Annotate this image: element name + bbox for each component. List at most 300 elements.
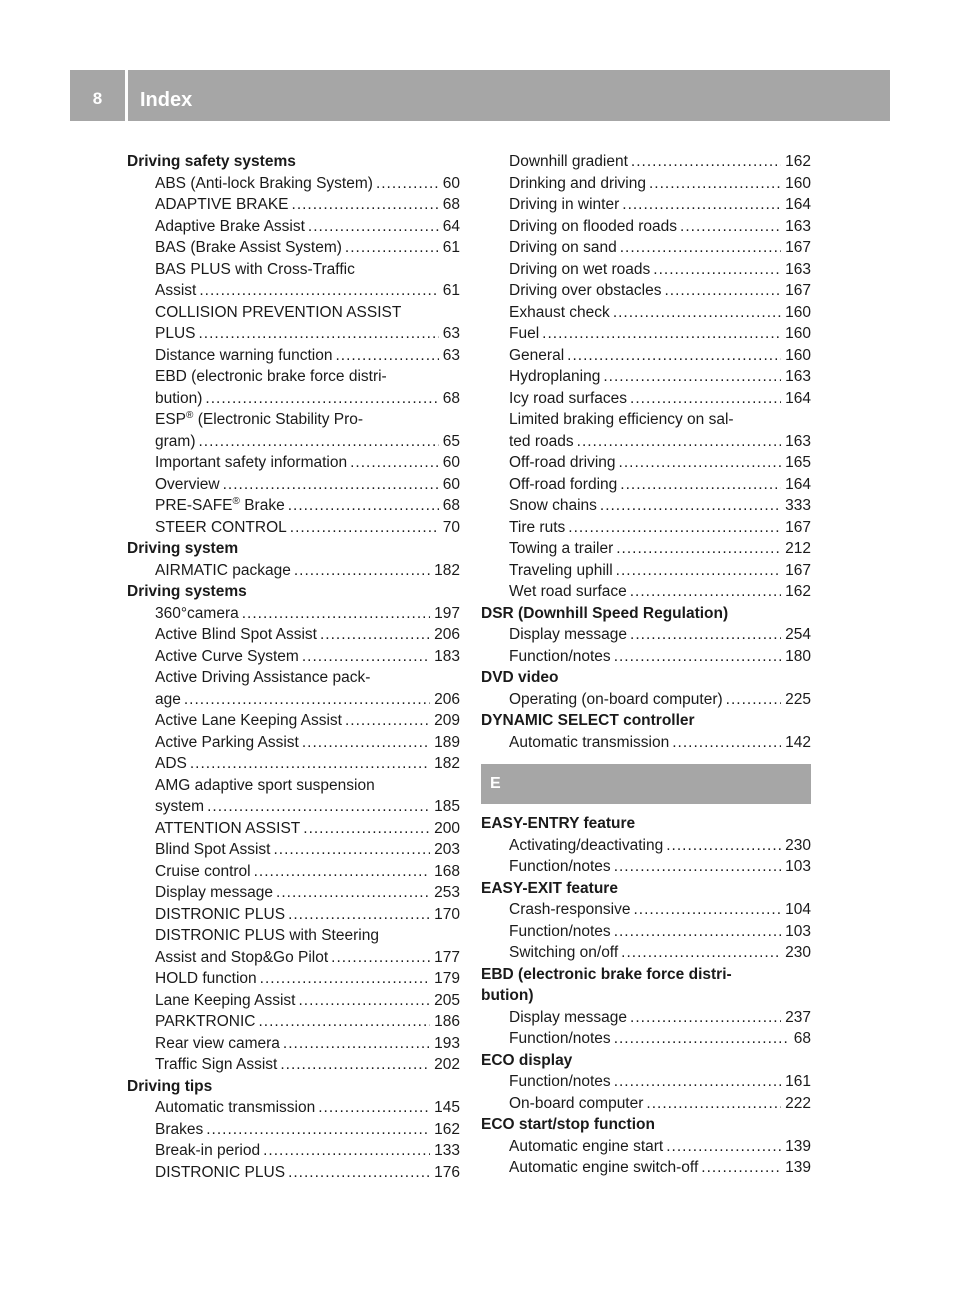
- dot-leader: [290, 517, 439, 539]
- index-entry-line: [155, 732, 460, 754]
- index-entry-label: Adaptive Brake Assist: [155, 217, 305, 235]
- dot-leader: [350, 452, 439, 474]
- index-entry[interactable]: [127, 345, 460, 367]
- index-entry[interactable]: [127, 1140, 460, 1162]
- index-entry-line: [509, 581, 811, 603]
- index-entry-line: [509, 366, 811, 388]
- index-entry-line: [155, 1097, 460, 1119]
- index-entry[interactable]: [481, 899, 811, 921]
- index-entry-label: Driving on wet roads: [509, 260, 651, 278]
- index-entry-line: [509, 1157, 811, 1179]
- index-entry-label: Display message: [509, 1008, 628, 1026]
- index-entry[interactable]: [481, 835, 811, 857]
- page-ref: 104: [785, 901, 811, 918]
- index-entry-label: Traffic Sign Assist: [155, 1056, 278, 1073]
- dot-leader: [616, 560, 781, 582]
- index-entry-line: [509, 646, 811, 668]
- index-entry[interactable]: [481, 452, 811, 474]
- index-entry-label: ted roads: [509, 432, 574, 450]
- index-entry-label: PLUS: [155, 325, 196, 342]
- index-entry[interactable]: [127, 968, 460, 990]
- index-entry-wrap-line: COLLISION PREVENTION ASSIST: [155, 303, 402, 321]
- index-entry-label: AIRMATIC package: [155, 561, 291, 579]
- page-ref: 209: [434, 712, 460, 729]
- index-entry-line: [509, 495, 811, 517]
- dot-leader: [205, 388, 438, 410]
- index-entry[interactable]: [481, 388, 811, 410]
- page-ref: 206: [434, 690, 460, 708]
- page-ref: 65: [442, 432, 460, 450]
- dot-leader: [302, 732, 430, 754]
- index-entry-line: [155, 1119, 460, 1141]
- index-entry[interactable]: [127, 882, 460, 904]
- header-bar: [70, 70, 890, 121]
- index-entry[interactable]: [481, 1007, 811, 1029]
- page-ref: 193: [434, 1034, 460, 1052]
- index-entry[interactable]: [127, 990, 460, 1012]
- index-entry-label: Traveling uphill: [509, 561, 613, 579]
- dot-leader: [303, 818, 430, 840]
- section-letter-bar: E: [481, 764, 811, 804]
- dot-leader: [308, 216, 439, 238]
- index-entry-label: Lane Keeping Assist: [155, 991, 296, 1009]
- index-entry-label: DISTRONIC PLUS: [155, 1163, 286, 1181]
- dot-leader: [292, 194, 439, 216]
- page-ref: 64: [442, 217, 460, 235]
- page-ref: 133: [434, 1142, 460, 1159]
- index-entry-line: [155, 882, 460, 904]
- index-entry-label: HOLD function: [155, 970, 257, 987]
- page-ref: 162: [434, 1120, 460, 1138]
- index-entry-line: [509, 216, 811, 238]
- index-entry-label: General: [509, 346, 565, 364]
- page-ref: 161: [785, 1073, 811, 1090]
- index-entry[interactable]: [127, 1054, 460, 1076]
- index-entry-line: [509, 259, 811, 281]
- index-entry-line: [509, 173, 811, 195]
- index-entry-line: [509, 237, 811, 259]
- index-heading: Driving tips: [127, 1077, 213, 1095]
- dot-leader: [614, 856, 781, 878]
- index-entry-label: gram): [155, 432, 196, 450]
- index-entry-line: [155, 474, 460, 496]
- index-entry[interactable]: [127, 495, 460, 517]
- index-entry[interactable]: [127, 302, 460, 345]
- index-entry-label: Driving in winter: [509, 196, 620, 213]
- dot-leader: [298, 990, 430, 1012]
- page-ref: 145: [434, 1099, 460, 1116]
- index-entry-line: [155, 517, 460, 539]
- index-entry-line: [155, 173, 460, 195]
- dot-leader: [567, 345, 781, 367]
- index-entry[interactable]: [127, 775, 460, 818]
- page-ref: 68: [793, 1030, 811, 1047]
- dot-leader: [276, 882, 430, 904]
- index-entry[interactable]: [481, 1028, 811, 1050]
- dot-leader: [184, 689, 430, 711]
- index-entry[interactable]: [481, 194, 811, 216]
- dot-leader: [621, 942, 781, 964]
- index-entry[interactable]: [127, 173, 460, 195]
- page-ref: 183: [434, 647, 460, 665]
- page-ref: 68: [442, 497, 460, 514]
- dot-leader: [254, 861, 431, 883]
- index-entry-label: Function/notes: [509, 1030, 611, 1047]
- index-entry[interactable]: [127, 646, 460, 668]
- page-ref: 333: [785, 497, 811, 514]
- page-ref: 160: [785, 325, 811, 342]
- index-entry[interactable]: [127, 517, 460, 539]
- page-ref: 200: [434, 819, 460, 837]
- index-entry[interactable]: [127, 1119, 460, 1141]
- index-entry-line: [509, 280, 811, 302]
- index-entry[interactable]: [127, 904, 460, 926]
- dot-leader: [207, 796, 430, 818]
- index-entry-line: [155, 1011, 460, 1033]
- page-ref: 167: [785, 518, 811, 536]
- dot-leader: [345, 237, 439, 259]
- index-entry-wrap-line: AMG adaptive sport suspension: [155, 776, 375, 794]
- dot-leader: [242, 603, 430, 625]
- index-entry[interactable]: [127, 216, 460, 238]
- index-entry[interactable]: [127, 710, 460, 732]
- index-heading: Driving systems: [127, 583, 247, 600]
- index-entry-wrap-line: EBD (electronic brake force distri-: [155, 368, 387, 385]
- index-entry-line: [509, 921, 811, 943]
- index-entry[interactable]: [127, 667, 460, 710]
- index-entry-label: Cruise control: [155, 862, 251, 880]
- index-entry-label: Blind Spot Assist: [155, 841, 271, 858]
- index-entry-wrap-line: DISTRONIC PLUS with Steering: [155, 927, 379, 944]
- index-entry-label: Function/notes: [509, 1073, 611, 1090]
- dot-leader: [614, 1071, 781, 1093]
- index-entry-line: [155, 237, 460, 259]
- index-entry-line: [509, 452, 811, 474]
- index-entry-line: [155, 646, 460, 668]
- page-ref: 176: [434, 1163, 460, 1181]
- index-entry[interactable]: [127, 861, 460, 883]
- index-entry-label: Brakes: [155, 1120, 204, 1138]
- dot-leader: [726, 689, 781, 711]
- index-entry-line: [155, 280, 460, 302]
- index-entry-label: Break-in period: [155, 1142, 261, 1159]
- index-entry[interactable]: [127, 1162, 460, 1184]
- index-entry[interactable]: [481, 1136, 811, 1158]
- index-entry[interactable]: [481, 624, 811, 646]
- index-heading: DSR (Downhill Speed Regulation): [481, 604, 729, 622]
- index-entry-line: [509, 1093, 811, 1115]
- dot-leader: [630, 388, 781, 410]
- index-entry-line: [509, 942, 811, 964]
- index-entry[interactable]: [127, 603, 460, 625]
- index-entry-line: [509, 194, 811, 216]
- page-ref: 163: [785, 260, 811, 278]
- index-entry-label: Driving over obstacles: [509, 282, 662, 299]
- page-ref: 254: [785, 626, 811, 643]
- index-entry-label: Active Lane Keeping Assist: [155, 712, 342, 729]
- index-entry-line: [509, 345, 811, 367]
- index-entry[interactable]: [127, 732, 460, 754]
- index-entry-label: Off-road fording: [509, 475, 618, 493]
- page-ref: 167: [785, 282, 811, 299]
- index-heading: bution): [481, 987, 534, 1004]
- dot-leader: [630, 1007, 781, 1029]
- index-entry[interactable]: [127, 624, 460, 646]
- index-entry-line: [509, 1136, 811, 1158]
- page-ref: 225: [785, 690, 811, 708]
- index-entry-line: [509, 899, 811, 921]
- index-entry-label: Automatic engine switch-off: [509, 1159, 699, 1176]
- page-ref: 63: [442, 325, 460, 342]
- index-entry-line: [509, 560, 811, 582]
- index-entry-wrap-line: Limited braking efficiency on sal-: [509, 411, 734, 428]
- index-entry-label: Wet road surface: [509, 583, 627, 600]
- page-ref: 60: [442, 475, 460, 493]
- index-entry[interactable]: [481, 1071, 811, 1093]
- index-entry[interactable]: [481, 216, 811, 238]
- dot-leader: [630, 624, 781, 646]
- index-entry[interactable]: [481, 856, 811, 878]
- index-entry[interactable]: [127, 1097, 460, 1119]
- dot-leader: [280, 1054, 430, 1076]
- dot-leader: [600, 495, 781, 517]
- page-ref: 253: [434, 884, 460, 901]
- index-heading: ECO display: [481, 1051, 573, 1069]
- dot-leader: [666, 835, 781, 857]
- index-column-left: [127, 151, 460, 1183]
- page-ref: 162: [785, 153, 811, 170]
- index-entry-line: [155, 345, 460, 367]
- index-entry-line: [155, 431, 460, 453]
- dot-leader: [619, 452, 782, 474]
- dot-leader: [283, 1033, 430, 1055]
- index-entry[interactable]: [127, 474, 460, 496]
- index-entry-line: [155, 968, 460, 990]
- index-entry-line: [155, 689, 460, 711]
- index-entry-line: [155, 1033, 460, 1055]
- dot-leader: [320, 624, 430, 646]
- index-entry-label: Switching on/off: [509, 944, 619, 961]
- index-entry[interactable]: [481, 409, 811, 452]
- index-entry-label: Exhaust check: [509, 303, 610, 321]
- index-entry-label: BAS (Brake Assist System): [155, 239, 342, 256]
- index-entry-label: 360°camera: [155, 604, 239, 622]
- page-ref: 103: [785, 858, 811, 875]
- index-entry-line: [155, 904, 460, 926]
- index-entry-label: Automatic transmission: [509, 733, 670, 751]
- index-entry[interactable]: [481, 280, 811, 302]
- index-entry-line: [155, 796, 460, 818]
- index-entry[interactable]: [127, 452, 460, 474]
- index-entry-label: Towing a trailer: [509, 540, 614, 557]
- index-entry[interactable]: [127, 839, 460, 861]
- dot-leader: [577, 431, 781, 453]
- index-entry-line: [155, 839, 460, 861]
- page-ref: 68: [442, 196, 460, 213]
- index-entry-label: age: [155, 690, 181, 708]
- index-entry[interactable]: [481, 732, 811, 754]
- index-entry-label: Driving on flooded roads: [509, 217, 678, 235]
- dot-leader: [288, 904, 430, 926]
- dot-leader: [331, 947, 430, 969]
- index-entry-label: Operating (on-board computer): [509, 690, 723, 708]
- index-entry-label: On-board computer: [509, 1094, 644, 1112]
- index-entry[interactable]: [127, 1033, 460, 1055]
- dot-leader: [614, 646, 781, 668]
- index-entry-line: [509, 856, 811, 878]
- index-entry[interactable]: [481, 151, 811, 173]
- index-entry[interactable]: [481, 345, 811, 367]
- registered-mark: ®: [186, 409, 194, 421]
- index-entry-line: [155, 861, 460, 883]
- index-entry-line: [509, 538, 811, 560]
- index-entry[interactable]: [127, 194, 460, 216]
- index-entry[interactable]: [127, 237, 460, 259]
- dot-leader: [318, 1097, 430, 1119]
- index-entry[interactable]: [481, 237, 811, 259]
- page-ref: 189: [434, 733, 460, 751]
- page-ref: 167: [785, 239, 811, 256]
- dot-leader: [258, 1011, 430, 1033]
- page-ref: 160: [785, 174, 811, 192]
- index-entry-label: Driving on sand: [509, 239, 617, 256]
- index-entry-label: Active Blind Spot Assist: [155, 626, 317, 643]
- dot-leader: [664, 280, 781, 302]
- page-ref: 139: [785, 1137, 811, 1155]
- index-heading: EASY-EXIT feature: [481, 879, 618, 897]
- index-entry-label: Rear view camera: [155, 1034, 280, 1052]
- dot-leader: [666, 1136, 781, 1158]
- index-entry-label: Display message: [509, 626, 628, 643]
- index-entry[interactable]: [481, 366, 811, 388]
- page-ref: 202: [434, 1056, 460, 1073]
- index-entry-line: [155, 323, 460, 345]
- page-ref: 222: [785, 1094, 811, 1112]
- page-ref: 164: [785, 475, 811, 493]
- page-ref: 230: [785, 944, 811, 961]
- index-entry[interactable]: [127, 409, 460, 452]
- index-entry-label: Drinking and driving: [509, 174, 646, 192]
- index-entry[interactable]: [481, 942, 811, 964]
- index-entry[interactable]: [481, 689, 811, 711]
- index-entry[interactable]: [481, 323, 811, 345]
- index-entry-line: [155, 1140, 460, 1162]
- index-entry[interactable]: [481, 1093, 811, 1115]
- dot-leader: [260, 968, 430, 990]
- dot-leader: [631, 151, 781, 173]
- index-entry[interactable]: [127, 818, 460, 840]
- page-ref: 182: [434, 561, 460, 579]
- index-entry-line: [509, 388, 811, 410]
- index-entry-label: Crash-responsive: [509, 901, 631, 918]
- page-ref: 160: [785, 346, 811, 364]
- index-entry-label: bution): [155, 389, 203, 407]
- index-entry[interactable]: [481, 474, 811, 496]
- index-entry-label: ADS: [155, 755, 187, 772]
- page-ref: 182: [434, 755, 460, 772]
- index-entry-line: [509, 323, 811, 345]
- index-entry[interactable]: [481, 581, 811, 603]
- dot-leader: [620, 237, 781, 259]
- index-heading: EBD (electronic brake force distri-: [481, 965, 732, 983]
- page-ref: 212: [785, 540, 811, 557]
- index-entry-label: Tire ruts: [509, 518, 566, 536]
- page-ref: 162: [785, 583, 811, 600]
- index-heading: EASY-ENTRY feature: [481, 815, 636, 832]
- dot-leader: [263, 1140, 430, 1162]
- index-entry[interactable]: [127, 259, 460, 302]
- index-entry-line: [509, 474, 811, 496]
- page-ref: 205: [434, 991, 460, 1009]
- index-entry-line: [509, 1028, 811, 1050]
- page-ref: 60: [442, 174, 460, 192]
- index-entry-wrap-line: Active Driving Assistance pack-: [155, 669, 371, 686]
- index-entry[interactable]: [481, 517, 811, 539]
- index-entry-line: [509, 431, 811, 453]
- page-ref: 203: [434, 841, 460, 858]
- index-entry-label: Automatic transmission: [155, 1099, 316, 1116]
- index-entry[interactable]: [127, 366, 460, 409]
- index-entry-line: [509, 151, 811, 173]
- index-entry-line: [509, 302, 811, 324]
- index-entry[interactable]: [481, 921, 811, 943]
- page-ref: 177: [434, 948, 460, 966]
- page-ref: 167: [785, 561, 811, 579]
- index-entry[interactable]: [481, 560, 811, 582]
- index-entry-label: Automatic engine start: [509, 1137, 664, 1155]
- index-entry-label: DISTRONIC PLUS: [155, 905, 286, 923]
- dot-leader: [302, 646, 430, 668]
- index-entry[interactable]: [481, 646, 811, 668]
- index-entry-line: [155, 818, 460, 840]
- index-entry[interactable]: [127, 925, 460, 968]
- index-entry-line: [155, 603, 460, 625]
- index-entry[interactable]: [127, 753, 460, 775]
- dot-leader: [199, 280, 438, 302]
- page-ref: 197: [434, 604, 460, 622]
- index-entry[interactable]: [481, 302, 811, 324]
- index-entry-line: [509, 1007, 811, 1029]
- index-entry-line: [509, 517, 811, 539]
- index-entry[interactable]: [481, 259, 811, 281]
- page-ref: 230: [785, 836, 811, 854]
- dot-leader: [273, 839, 430, 861]
- page-ref: 180: [785, 647, 811, 665]
- index-entry[interactable]: [481, 1157, 811, 1179]
- dot-leader: [646, 1093, 781, 1115]
- index-entry-line: [155, 216, 460, 238]
- index-entry-line: [155, 947, 460, 969]
- index-entry[interactable]: [481, 495, 811, 517]
- index-entry-wrap-line: BAS PLUS with Cross-Traffic: [155, 260, 355, 278]
- page-ref: 142: [785, 733, 811, 751]
- dot-leader: [630, 581, 781, 603]
- registered-mark: ®: [232, 495, 240, 507]
- dot-leader: [653, 259, 781, 281]
- page-number: 8: [92, 89, 103, 108]
- page-ref: 160: [785, 303, 811, 321]
- index-entry[interactable]: [481, 538, 811, 560]
- dot-leader: [680, 216, 781, 238]
- index-heading: DVD video: [481, 669, 559, 686]
- index-entry[interactable]: [127, 1011, 460, 1033]
- index-entry-label: Display message: [155, 884, 274, 901]
- index-heading: Driving safety systems: [127, 153, 296, 170]
- page-ref: 163: [785, 432, 811, 450]
- index-entry[interactable]: [127, 560, 460, 582]
- page-ref: 163: [785, 217, 811, 235]
- index-entry[interactable]: [481, 173, 811, 195]
